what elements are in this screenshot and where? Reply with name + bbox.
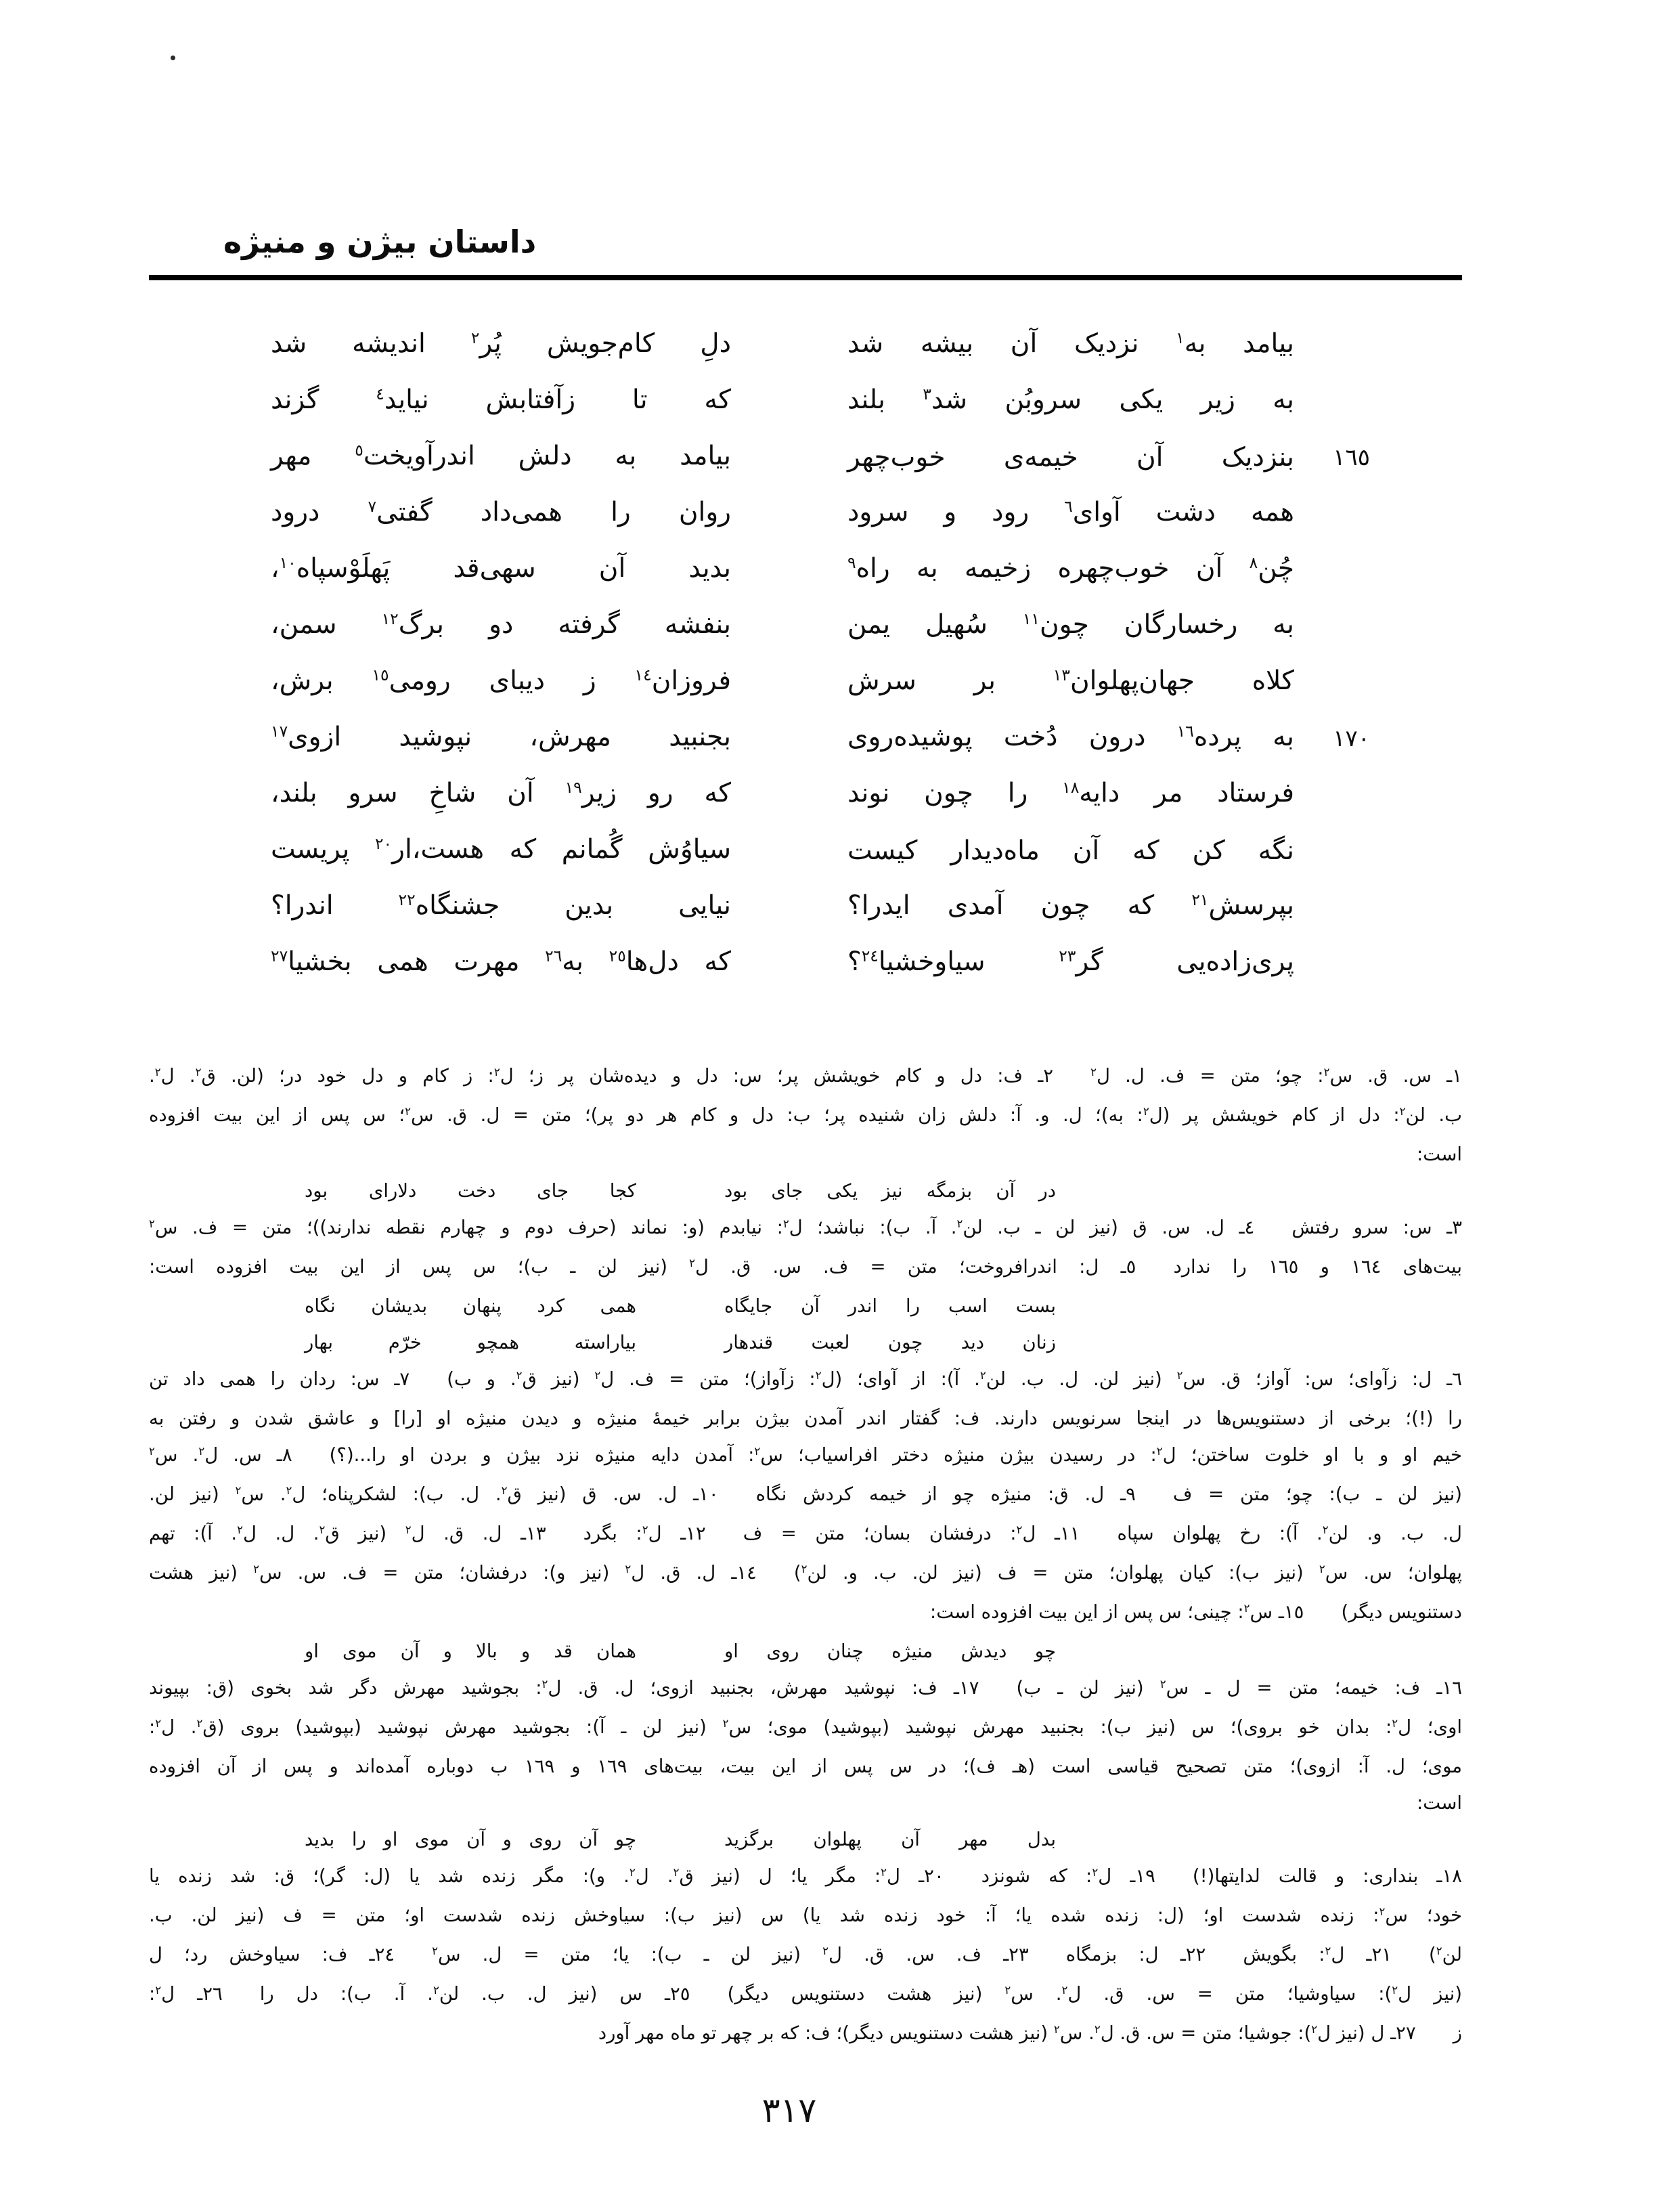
header-rule bbox=[149, 275, 1462, 280]
footnote-ref: ٢ bbox=[1311, 2022, 1318, 2036]
poem-verse-row bbox=[149, 823, 1462, 879]
footnote-ref: ٢ bbox=[881, 1865, 887, 1879]
apparatus-line: بیت‌های ١٦٤ و ١٦٥ را ندارد ٥ـ ل: اندرافروخت؛ متن = ف. س. ق. ل$^٢$ (نیز لن ـ ب)؛ س پس از این بیت افزوده است: bbox=[149, 1256, 1462, 1278]
footnote-ref: ٢ bbox=[822, 1944, 829, 1957]
verse-number: ١٧٠ bbox=[1333, 724, 1370, 752]
footnote-ref: ٢ bbox=[815, 1368, 822, 1382]
inset-hemistich-first: چو دیدش منیژه چنان روی او bbox=[724, 1640, 1056, 1662]
footnote-ref: ١٦ bbox=[1176, 721, 1194, 741]
hemistich-second: بدید آن سهی‌قد پَهلَوْسپاه$^{١٠}$، bbox=[271, 552, 731, 584]
apparatus-line: پهلوان؛ س. س$^٢$ (نیز ب): کیان پهلوان؛ متن = ف (نیز لن. ب. و. لن$^٢$) ١٤ـ ل. ق. ل$^٢$ (نیز و): درفشان؛ متن = ف. س. س$^٢$ (نیز هشت bbox=[149, 1562, 1463, 1584]
poem bbox=[149, 317, 1462, 991]
apparatus-line: ٣ـ س: سرو رفتش ٤ـ ل. س. ق (نیز لن ـ ب. لن$^٢$. آ. ب): نباشد؛ ل$^٢$: نیابدم (و: نماند (حرف دوم و چهارم نقطه ندارند))؛ متن = ف. س$^٢$ bbox=[149, 1217, 1462, 1238]
footnote-ref: ٢ bbox=[237, 1523, 243, 1536]
footnote-ref: ٢ bbox=[625, 1562, 632, 1575]
hemistich-second: بنفشه گرفته دو برگ$^{١٢}$ سمن، bbox=[271, 609, 731, 640]
hemistich-second: که دل‌ها$^{٢٥}$ به$^{٢٦}$ مهرت همی بخشیا$^{٢٧}$ bbox=[271, 946, 731, 977]
footnote-ref: ٣ bbox=[923, 384, 931, 404]
footnote-ref: ٢٤ bbox=[861, 946, 879, 965]
footnote-ref: ٢ bbox=[689, 1256, 696, 1269]
footnote-ref: ٢ bbox=[594, 1368, 601, 1382]
hemistich-first: به رخسارگان چون$^{١١}$ سُهیل یمن bbox=[847, 609, 1295, 640]
footnote-ref: ٢ bbox=[1436, 1944, 1442, 1957]
footnote-ref: ٢ bbox=[1323, 1065, 1330, 1079]
footnote-ref: ٤ bbox=[376, 384, 384, 404]
footnote-ref: ٢ bbox=[801, 1562, 808, 1575]
footnote-ref: ٢ bbox=[235, 1483, 242, 1497]
poem-verse-row bbox=[149, 935, 1462, 991]
footnote-ref: ٢ bbox=[432, 1944, 438, 1957]
hemistich-first: به پرده$^{١٦}$ درون دُخت پوشیده‌روی bbox=[847, 721, 1294, 752]
running-title: داستان بیژن و منیژه bbox=[223, 223, 537, 260]
apparatus-line: موی؛ ل. آ: ازوی)؛ متن تصحیح قیاسی است (هـ ف)؛ در س پس از این بیت، بیت‌های ١٦٩ و ١٦٩ ب دوباره آمده‌اند و پس از آن افزوده bbox=[149, 1756, 1463, 1777]
footnote-ref: ٢ bbox=[722, 1716, 729, 1730]
apparatus-line: اوی؛ ل$^٢$: بدان خو بروی)؛ س (نیز ب): بجنبید مهرش نپوشید (بپوشید) موی؛ س$^٢$ (نیز لن ـ آ): بجوشید مهرش نپوشید (بپوشید) بروی (ق$^٢$. ل$^٢$: bbox=[149, 1716, 1462, 1738]
apparatus-inset-verse bbox=[305, 1173, 1056, 1209]
footnote-ref: ٢ bbox=[1061, 1983, 1068, 1997]
footnote-ref: ٢ bbox=[1243, 1601, 1250, 1615]
footnote-ref: ٢ bbox=[198, 1444, 205, 1458]
footnote-ref: ٥ bbox=[355, 440, 363, 460]
footnote-ref: ١٥ bbox=[372, 665, 389, 684]
footnote-ref: ٢ bbox=[1143, 1104, 1149, 1118]
footnote-ref: ١٢ bbox=[381, 609, 399, 628]
page-number: ٣١٧ bbox=[761, 2091, 817, 2130]
footnote-ref: ٢ bbox=[501, 1483, 508, 1497]
apparatus-inset-verse bbox=[305, 1324, 1056, 1361]
inset-hemistich-second: همان قد و بالا و آن موی او bbox=[305, 1640, 636, 1662]
verse-number: ١٦٥ bbox=[1333, 443, 1370, 471]
apparatus-line: خود؛ س$^٢$: زنده شدست او؛ (ل: زنده شده یا؛ آ: خود زنده شد یا) س (نیز ب): سیاوخش زنده شدست او؛ متن = ف (نیز لن. ب. bbox=[149, 1904, 1462, 1926]
footnote-ref: ٢٢ bbox=[398, 890, 416, 909]
hemistich-first: بیامد به$^١$ نزدیک آن بیشه شد bbox=[847, 328, 1294, 359]
footnote-ref: ١٤ bbox=[634, 665, 652, 684]
footnote-ref: ٢ bbox=[516, 1368, 523, 1382]
hemistich-second: بجنبید مهرش، نپوشید ازوی$^{١٧}$ bbox=[271, 721, 731, 752]
hemistich-first: فرستاد مر دایه$^{١٨}$ را چون نوند bbox=[847, 777, 1294, 808]
footnote-ref: ٢ bbox=[956, 1217, 963, 1230]
hemistich-second: که تا زآفتابش نیاید$^٤$ گزند bbox=[271, 384, 731, 415]
footnote-ref: ١٣ bbox=[1053, 665, 1070, 684]
footnote-ref: ٢ bbox=[782, 1217, 789, 1230]
hemistich-first: پری‌زاده‌یی گر$^{٢٣}$ سیاوخشیا$^{٢٤}$؟ bbox=[847, 946, 1294, 977]
inset-hemistich-first: بدل مهر آن پهلوان برگزید bbox=[724, 1829, 1056, 1850]
footnote-ref: ٢ bbox=[1016, 1523, 1023, 1536]
footnote-ref: ٢ bbox=[642, 1523, 648, 1536]
footnote-ref: ٦ bbox=[1064, 496, 1073, 516]
footnote-ref: ٢٧ bbox=[271, 946, 288, 965]
hemistich-first: بنزدیک آن خیمه‌ی خوب‌چهر bbox=[847, 441, 1294, 473]
footnote-ref: ٢ bbox=[155, 1983, 162, 1997]
inset-hemistich-second: همی کرد پنهان بدیشان نگاه bbox=[305, 1295, 636, 1317]
apparatus-line: خیم او و با او خلوت ساختن؛ ل$^٢$: در رسیدن بیژن منیژه دختر افراسیاب؛ س$^٢$: آمدن دایه منیژه نزد بیژن و بردن او را...(؟) ٨ـ س. ل$^٢$. س$^٢$ bbox=[149, 1444, 1462, 1466]
apparatus-inset-verse bbox=[305, 1288, 1056, 1324]
hemistich-first: نگه کن که آن ماه‌دیدار کیست bbox=[847, 835, 1294, 866]
hemistich-second: فروزان$^{١٤}$ ز دیبای رومی$^{١٥}$ برش، bbox=[271, 665, 731, 696]
poem-verse-row bbox=[149, 598, 1462, 654]
apparatus-line: دستنویس دیگر) ١٥ـ س$^٢$: چینی؛ س پس از این بیت افزوده است: bbox=[929, 1601, 1462, 1623]
footnote-ref: ٧ bbox=[368, 496, 377, 516]
footnote-ref: ٢ bbox=[673, 1865, 680, 1879]
stray-ink-dot bbox=[171, 56, 175, 60]
apparatus-line: ١٨ـ بنداری: و قالت لدایتها(!) ١٩ـ ل$^٢$: که شونزد ٢٠ـ ل$^٢$: مگر یا؛ ل (نیز ق$^٢$. ل$^٢$. و): مگر زنده شد یا (ل: گر)؛ ق: شد زنده یا bbox=[149, 1865, 1463, 1887]
footnote-ref: ٢ bbox=[1159, 1677, 1166, 1691]
footnote-ref: ١٧ bbox=[271, 721, 288, 741]
footnote-ref: ٢ bbox=[149, 1217, 155, 1230]
hemistich-first: همه دشت آوای$^٦$ رود و سرود bbox=[847, 496, 1294, 527]
hemistich-first: کلاه جهان‌پهلوان$^{١٣}$ بر سرش bbox=[847, 665, 1294, 696]
footnote-ref: ٢ bbox=[286, 1483, 292, 1497]
footnote-ref: ٢ bbox=[405, 1523, 412, 1536]
apparatus-line: ز ٢٧ـ ل (نیز ل$^٢$): جوشیا؛ متن = س. ق. ل$^٢$. س$^٢$ (نیز هشت دستنویس دیگر)؛ ف: که بر چهر تو ماه مهر آورد bbox=[598, 2022, 1462, 2044]
poem-verse-row bbox=[149, 429, 1462, 485]
footnote-ref: ١١ bbox=[1022, 609, 1040, 628]
footnote-ref: ٢ bbox=[405, 1104, 411, 1118]
footnote-ref: ٢ bbox=[1176, 1368, 1183, 1382]
footnote-ref: ١٠ bbox=[279, 552, 296, 572]
poem-verse-row bbox=[149, 373, 1462, 429]
apparatus-line: ١ـ س. ق. س$^٢$: چو؛ متن = ف. ل. ل$^٢$ ٢ـ ف: دل و کام خویشش پر؛ س: دل و دیده‌شان پر ز؛ ل$^٢$: ز کام و دل خود در؛ (لن. ق$^٢$. ل$^٢$. bbox=[149, 1065, 1462, 1087]
hemistich-second: بیامد به دلش اندرآویخت$^٥$ مهر bbox=[271, 440, 731, 471]
apparatus-line: است: bbox=[1417, 1144, 1462, 1165]
footnote-ref: ٢ bbox=[470, 328, 480, 347]
inset-hemistich-first: زنان دید چون لعبت قندهار bbox=[724, 1332, 1056, 1353]
footnote-ref: ٩ bbox=[847, 552, 856, 572]
footnote-ref: ٢ bbox=[1092, 1865, 1099, 1879]
apparatus-line: ل. ب. و. لن$^٢$. آ): رخ پهلوان سپاه ١١ـ ل$^٢$: درفشان بسان؛ متن = ف ١٢ـ ل$^٢$: بگرد ١٣ـ ل. ق. ل$^٢$ (نیز ق$^٢$. ل. ل$^٢$. آ): تهم bbox=[149, 1523, 1462, 1544]
footnote-ref: ٢ bbox=[1322, 1523, 1329, 1536]
footnote-ref: ٢ bbox=[754, 1444, 761, 1458]
apparatus-inset-verse bbox=[305, 1633, 1056, 1670]
inset-hemistich-second: کجا جای دخت دلارای بود bbox=[305, 1180, 636, 1202]
apparatus-line: را (!)؛ برخی از دستنویس‌ها در اینجا سرنویس دارند. ف: گفتار اندر آمدن بیژن برابر خیمهٔ منیژه و دیدن منیژه او [را] و عاشق شدن و رفتن به bbox=[149, 1408, 1462, 1429]
footnote-ref: ٢ bbox=[979, 1368, 986, 1382]
apparatus bbox=[149, 1058, 1462, 2054]
inset-hemistich-first: در آن بزمگه نیز یکی جای بود bbox=[724, 1180, 1056, 1202]
hemistich-second: که رو زیر$^{١٩}$ آن شاخِ سرو بلند، bbox=[271, 777, 731, 808]
footnote-ref: ٢ bbox=[1379, 1904, 1386, 1918]
footnote-ref: ٢٥ bbox=[609, 946, 626, 965]
poem-verse-row bbox=[149, 654, 1462, 710]
footnote-ref: ٢١ bbox=[1191, 890, 1209, 909]
footnote-ref: ٢ bbox=[1392, 1983, 1398, 1997]
apparatus-inset-verse bbox=[305, 1821, 1056, 1858]
footnote-ref: ٢ bbox=[541, 1677, 548, 1691]
footnote-ref: ١٩ bbox=[565, 777, 582, 797]
apparatus-line: (نیز ل$^٢$): سیاوشیا؛ متن = س. ق. ل$^٢$. س$^٢$ (نیز هشت دستنویس دیگر) ٢٥ـ س (نیز ل. ب. لن$^٢$. آ. ب): دل را ٢٦ـ ل$^٢$: bbox=[149, 1983, 1463, 2005]
footnote-ref: ٢ bbox=[154, 1065, 161, 1079]
apparatus-line: لن$^٢$) ٢١ـ ل$^٢$: بگویش ٢٢ـ ل: بزمگاه ٢٣ـ ف. س. ق. ل$^٢$ (نیز لن ـ ب): یا؛ متن = ل. س$^٢$ ٢٤ـ ف: سیاوخش رد؛ ل bbox=[149, 1944, 1462, 1965]
poem-verse-row bbox=[149, 766, 1462, 823]
footnote-ref: ٢ bbox=[1392, 1716, 1398, 1730]
poem-verse-row bbox=[149, 710, 1462, 766]
footnote-ref: ٢ bbox=[1325, 1944, 1331, 1957]
footnote-ref: ٨ bbox=[1249, 552, 1258, 572]
footnote-ref: ٢ bbox=[1004, 1983, 1011, 1997]
footnote-ref: ٢ bbox=[433, 1983, 439, 1997]
hemistich-second: روان را همی‌داد گفتی$^٧$ درود bbox=[271, 496, 731, 527]
footnote-ref: ٢ bbox=[196, 1716, 203, 1730]
apparatus-line: ٦ـ ل: زآوای؛ س: آواز؛ ق. س$^٢$ (نیز لن. ل. ب. لن$^٢$. آ): از آوای؛ (ل$^٢$: زآواز)؛ متن = ف. ل$^٢$ (نیز ق$^٢$. و ب) ٧ـ س: ردان را همی داد تن bbox=[149, 1368, 1462, 1390]
footnote-ref: ٢ bbox=[1090, 1065, 1097, 1079]
inset-hemistich-first: بست اسب را اندر آن جایگاه bbox=[724, 1295, 1056, 1317]
footnote-ref: ٢ bbox=[253, 1562, 259, 1575]
hemistich-first: چُن$^٨$ آن خوب‌چهره زخیمه به راه$^٩$ bbox=[847, 552, 1294, 584]
footnote-ref: ٢ bbox=[1156, 1444, 1163, 1458]
inset-hemistich-second: بیاراسته همچو خرّم بهار bbox=[305, 1332, 636, 1353]
footnote-ref: ٢ bbox=[319, 1523, 326, 1536]
footnote-ref: ٢٣ bbox=[1059, 946, 1076, 965]
footnote-ref: ٢ bbox=[149, 1444, 155, 1458]
apparatus-line: ١٦ـ ف: خیمه؛ متن = ل ـ س$^٢$ (نیز لن ـ ب) ١٧ـ ف: نپوشید مهرش، بجنبید ازوی؛ ل. ق. ل$^٢$: بجوشید مهرش دگر شد بخوی (ق: بپیوند bbox=[149, 1677, 1463, 1699]
footnote-ref: ٢ bbox=[155, 1716, 162, 1730]
hemistich-first: به زیر یکی سروبُن شد$^٣$ بلند bbox=[847, 384, 1294, 415]
hemistich-second: نیایی بدین جشنگاه$^{٢٢}$ اندرا؟ bbox=[271, 890, 731, 921]
footnote-ref: ٢ bbox=[493, 1065, 500, 1079]
footnote-ref: ١ bbox=[1176, 328, 1185, 347]
footnote-ref: ٢ bbox=[1399, 1104, 1406, 1118]
footnote-ref: ٢ bbox=[1053, 2022, 1060, 2036]
footnote-ref: ٢ bbox=[1319, 1562, 1325, 1575]
poem-verse-row bbox=[149, 542, 1462, 598]
footnote-ref: ٢ bbox=[1094, 2022, 1101, 2036]
footnote-ref: ٢ bbox=[629, 1865, 636, 1879]
footnote-ref: ٢٦ bbox=[545, 946, 562, 965]
poem-verse-row bbox=[149, 879, 1462, 935]
apparatus-line: است: bbox=[1417, 1792, 1462, 1814]
poem-verse-row bbox=[149, 485, 1462, 542]
poem-verse-row bbox=[149, 317, 1462, 373]
apparatus-line: (نیز لن ـ ب): چو؛ متن = ف ٩ـ ل. ق: منیژه چو از خیمه کردش نگاه ١٠ـ ل. س. ق (نیز ق$^٢$. ل. ب): لشکرپناه؛ ل$^٢$. س$^٢$ (نیز لن. bbox=[149, 1483, 1462, 1505]
hemistich-first: بپرسش$^{٢١}$ که چون آمدی ایدرا؟ bbox=[847, 890, 1294, 921]
footnote-ref: ٢ bbox=[195, 1065, 202, 1079]
footnote-ref: ٢٠ bbox=[374, 833, 393, 853]
inset-hemistich-second: چو آن روی و آن موی او را بدید bbox=[305, 1829, 636, 1850]
footnote-ref: ١٨ bbox=[1062, 777, 1080, 797]
apparatus-line: ب. لن$^٢$: دل از کام خویشش پر (ل$^٢$: به)؛ ل. و. آ: دلش زان شنیده پر؛ ب: دل و کام هر دو پر)؛ متن = ل. ق. س$^٢$؛ س پس از این بیت افزوده bbox=[149, 1104, 1462, 1126]
hemistich-second: سیاوُش گُمانم که هست،ار$^{٢٠}$ پریست bbox=[271, 833, 732, 865]
hemistich-second: دلِ کام‌جویش پُر$^٢$ اندیشه شد bbox=[271, 328, 731, 359]
